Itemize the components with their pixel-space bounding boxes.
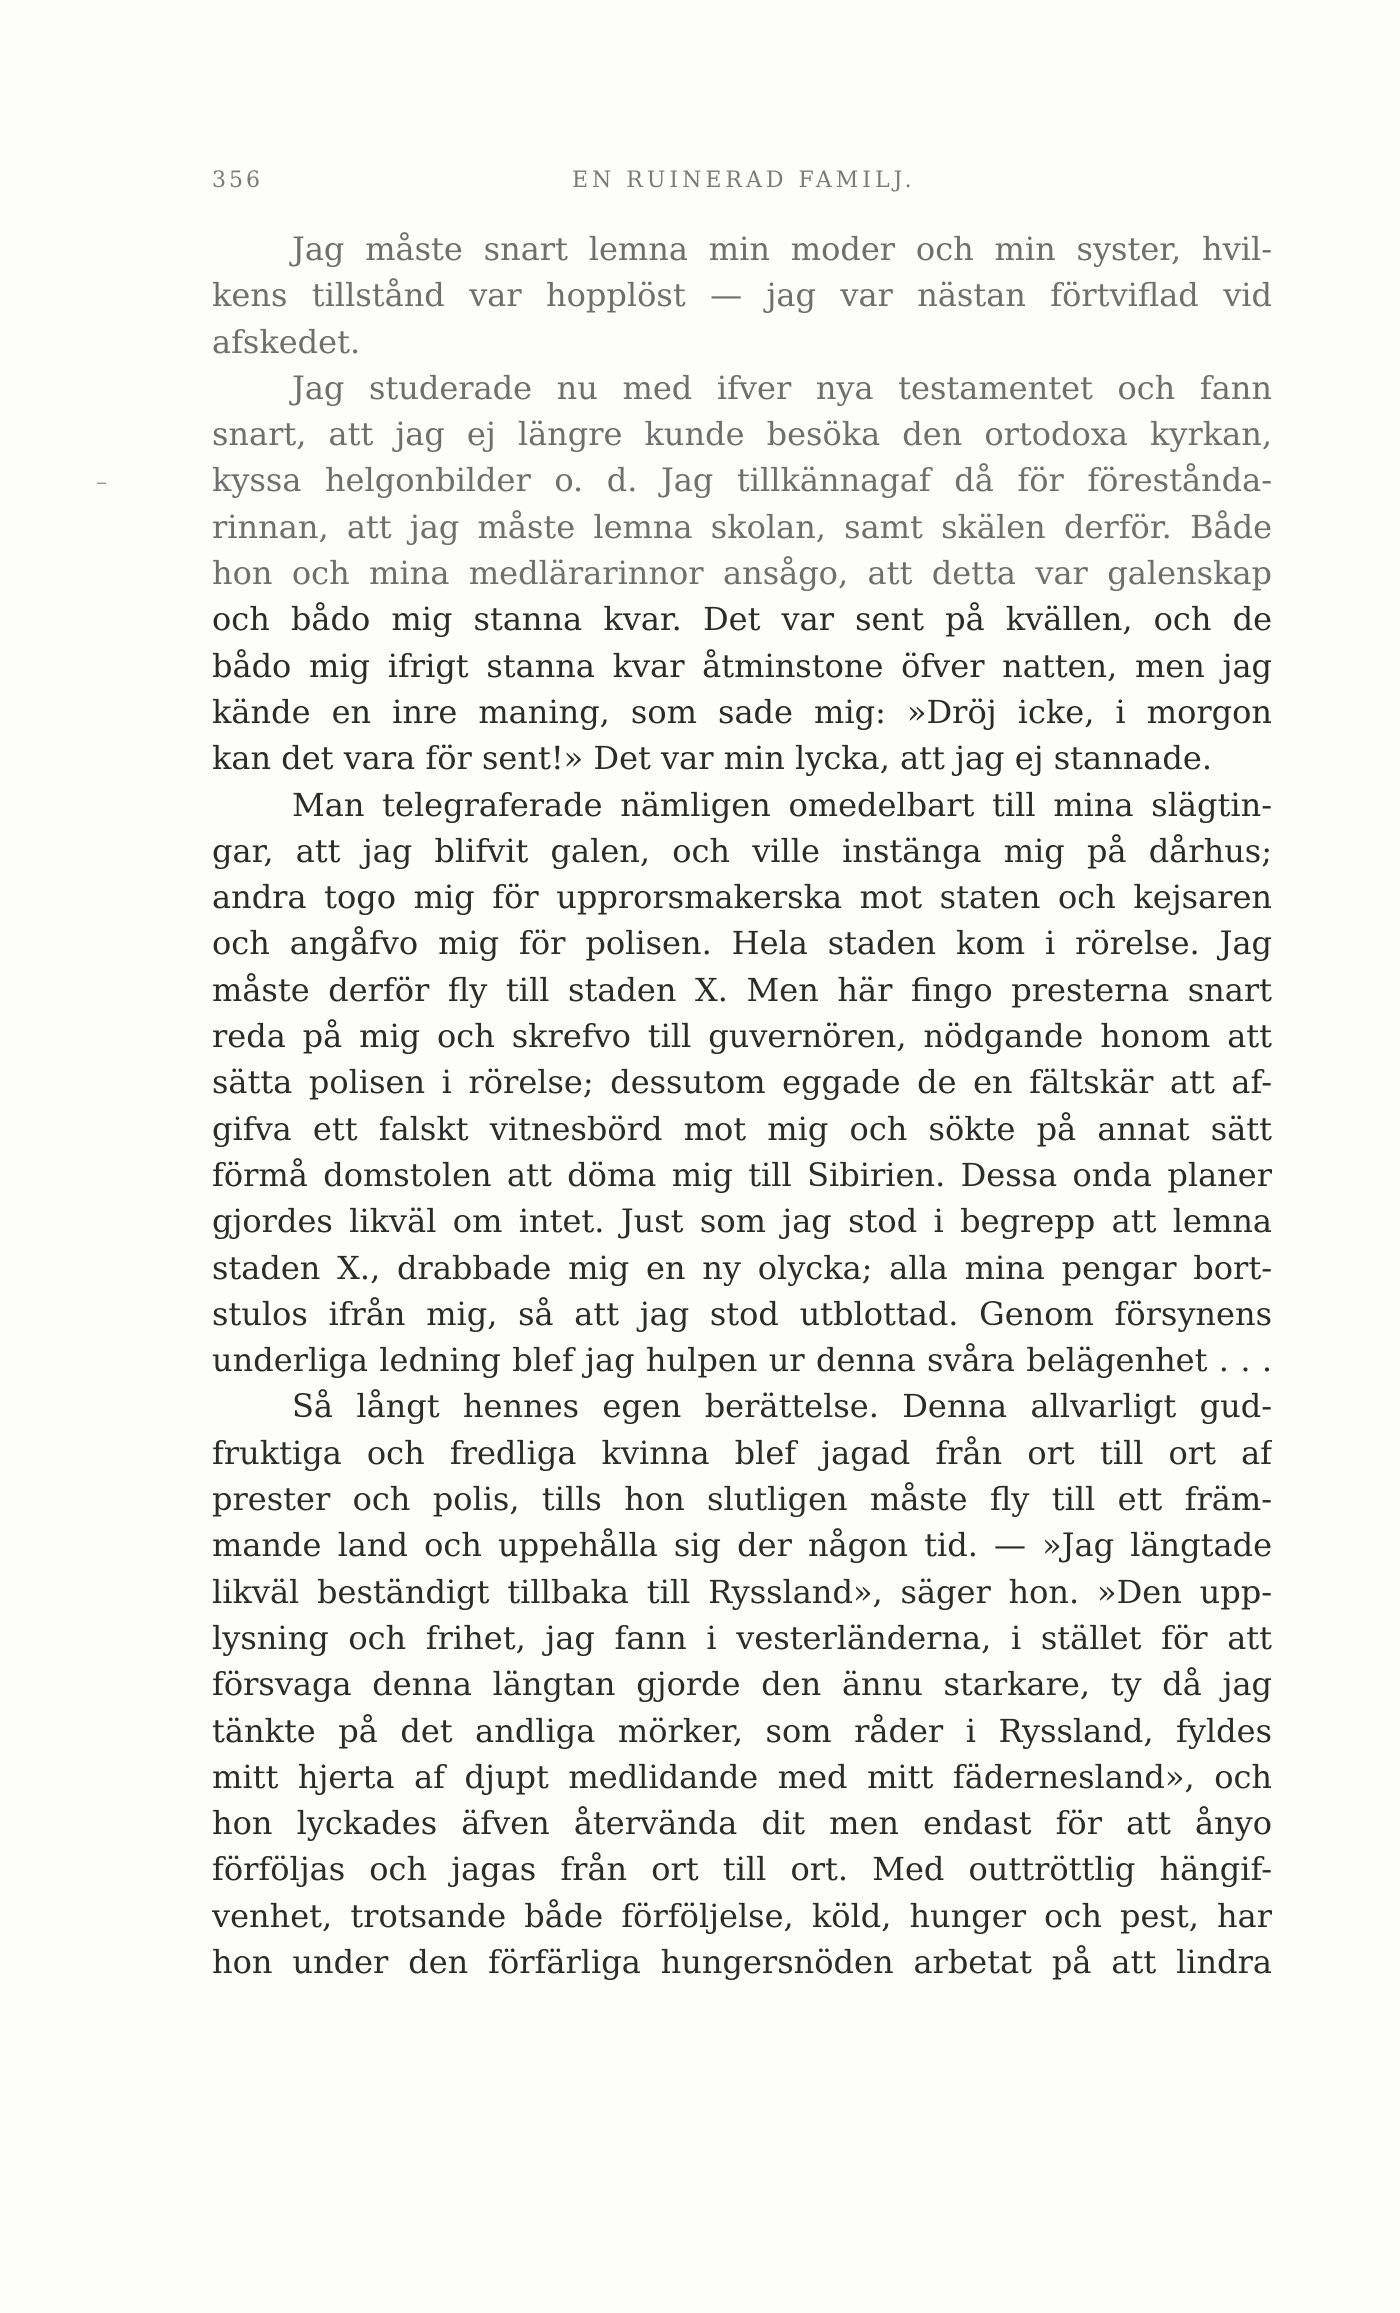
text-line: kan det vara för sent!» Det var min lycka, att jag ej stannade.	[212, 739, 1212, 778]
text-line: gjordes likväl om intet. Just som jag stod i begrepp att lemna	[212, 1202, 1272, 1241]
text-line: rinnan, att jag måste lemna skolan, samt skälen derför. Både	[212, 507, 1272, 546]
body-text	[212, 226, 1272, 1985]
text-line: venhet, trotsande både förföljelse, köld, hunger och pest, har	[212, 1896, 1272, 1935]
margin-mark: –	[96, 470, 107, 495]
text-line: förmå domstolen att döma mig till Sibirien. Dessa onda planer	[212, 1155, 1272, 1194]
text-line: och bådo mig stanna kvar. Det var sent på kvällen, och de	[212, 600, 1272, 639]
text-line: och angåfvo mig för polisen. Hela staden kom i rörelse. Jag	[212, 924, 1272, 963]
text-line: gifva ett falskt vitnesbörd mot mig och sökte på annat sätt	[212, 1109, 1272, 1148]
text-line: måste derför fly till staden X. Men här fingo presterna snart	[212, 970, 1272, 1009]
running-title: EN RUINERAD FAMILJ.	[572, 168, 916, 193]
text-line: underliga ledning blef jag hulpen ur denna svåra belägenhet . . .	[212, 1341, 1272, 1380]
text-line: hon under den förfärliga hungersnöden arbetat på att lindra	[212, 1942, 1272, 1981]
text-line: reda på mig och skrefvo till guvernören, nödgande honom att	[212, 1017, 1272, 1056]
text-line: tänkte på det andliga mörker, som råder i Ryssland, fyldes	[212, 1711, 1272, 1750]
text-line: Så långt hennes egen berättelse. Denna allvarligt gud-	[292, 1387, 1272, 1426]
text-line: kände en inre maning, som sade mig: »Dröj icke, i morgon	[212, 692, 1272, 731]
page-header	[212, 168, 1272, 208]
text-line: hon lyckades äfven återvända dit men endast för att ånyo	[212, 1804, 1272, 1843]
text-line: lysning och frihet, jag fann i vesterländerna, i stället för att	[212, 1618, 1272, 1657]
text-line: kyssa helgonbilder o. d. Jag tillkännagaf då för förestånda-	[212, 461, 1272, 500]
text-line: fruktiga och fredliga kvinna blef jagad från ort till ort af	[212, 1433, 1272, 1472]
text-line: Jag måste snart lemna min moder och min syster, hvil-	[292, 230, 1272, 268]
text-line: hon och mina medlärarinnor ansågo, att detta var galenskap	[212, 554, 1272, 593]
text-line: staden X., drabbade mig en ny olycka; alla mina pengar bort-	[212, 1248, 1272, 1287]
text-line: bådo mig ifrigt stanna kvar åtminstone öfver natten, men jag	[212, 646, 1272, 685]
text-line: försvaga denna längtan gjorde den ännu starkare, ty då jag	[212, 1665, 1272, 1704]
text-line: snart, att jag ej längre kunde besöka den ortodoxa kyrkan,	[212, 415, 1272, 454]
text-line: likväl beständigt tillbaka till Ryssland», säger hon. »Den upp-	[212, 1572, 1272, 1611]
text-line: andra togo mig för upprorsmakerska mot staten och kejsaren	[212, 878, 1272, 917]
text-line: stulos ifrån mig, så att jag stod utblottad. Genom försynens	[212, 1294, 1272, 1333]
text-line: Jag studerade nu med ifver nya testamentet och fann	[292, 368, 1272, 407]
text-line: Man telegraferade nämligen omedelbart till mina slägtin-	[292, 785, 1272, 824]
text-line: afskedet.	[212, 322, 361, 361]
text-line: förföljas och jagas från ort till ort. Med outtröttlig hängif-	[212, 1850, 1272, 1889]
text-line: mande land och uppehålla sig der någon tid. — »Jag längtade	[212, 1526, 1272, 1565]
text-line: mitt hjerta af djupt medlidande med mitt fädernesland», och	[212, 1757, 1272, 1796]
page-number: 356	[212, 168, 263, 193]
text-line: sätta polisen i rörelse; dessutom eggade de en fältskär att af-	[212, 1063, 1272, 1102]
text-line: kens tillstånd var hopplöst — jag var nästan förtviflad vid	[212, 276, 1272, 315]
text-line: prester och polis, tills hon slutligen måste fly till ett främ-	[212, 1480, 1272, 1519]
text-line: gar, att jag blifvit galen, och ville instänga mig på dårhus;	[212, 831, 1272, 870]
